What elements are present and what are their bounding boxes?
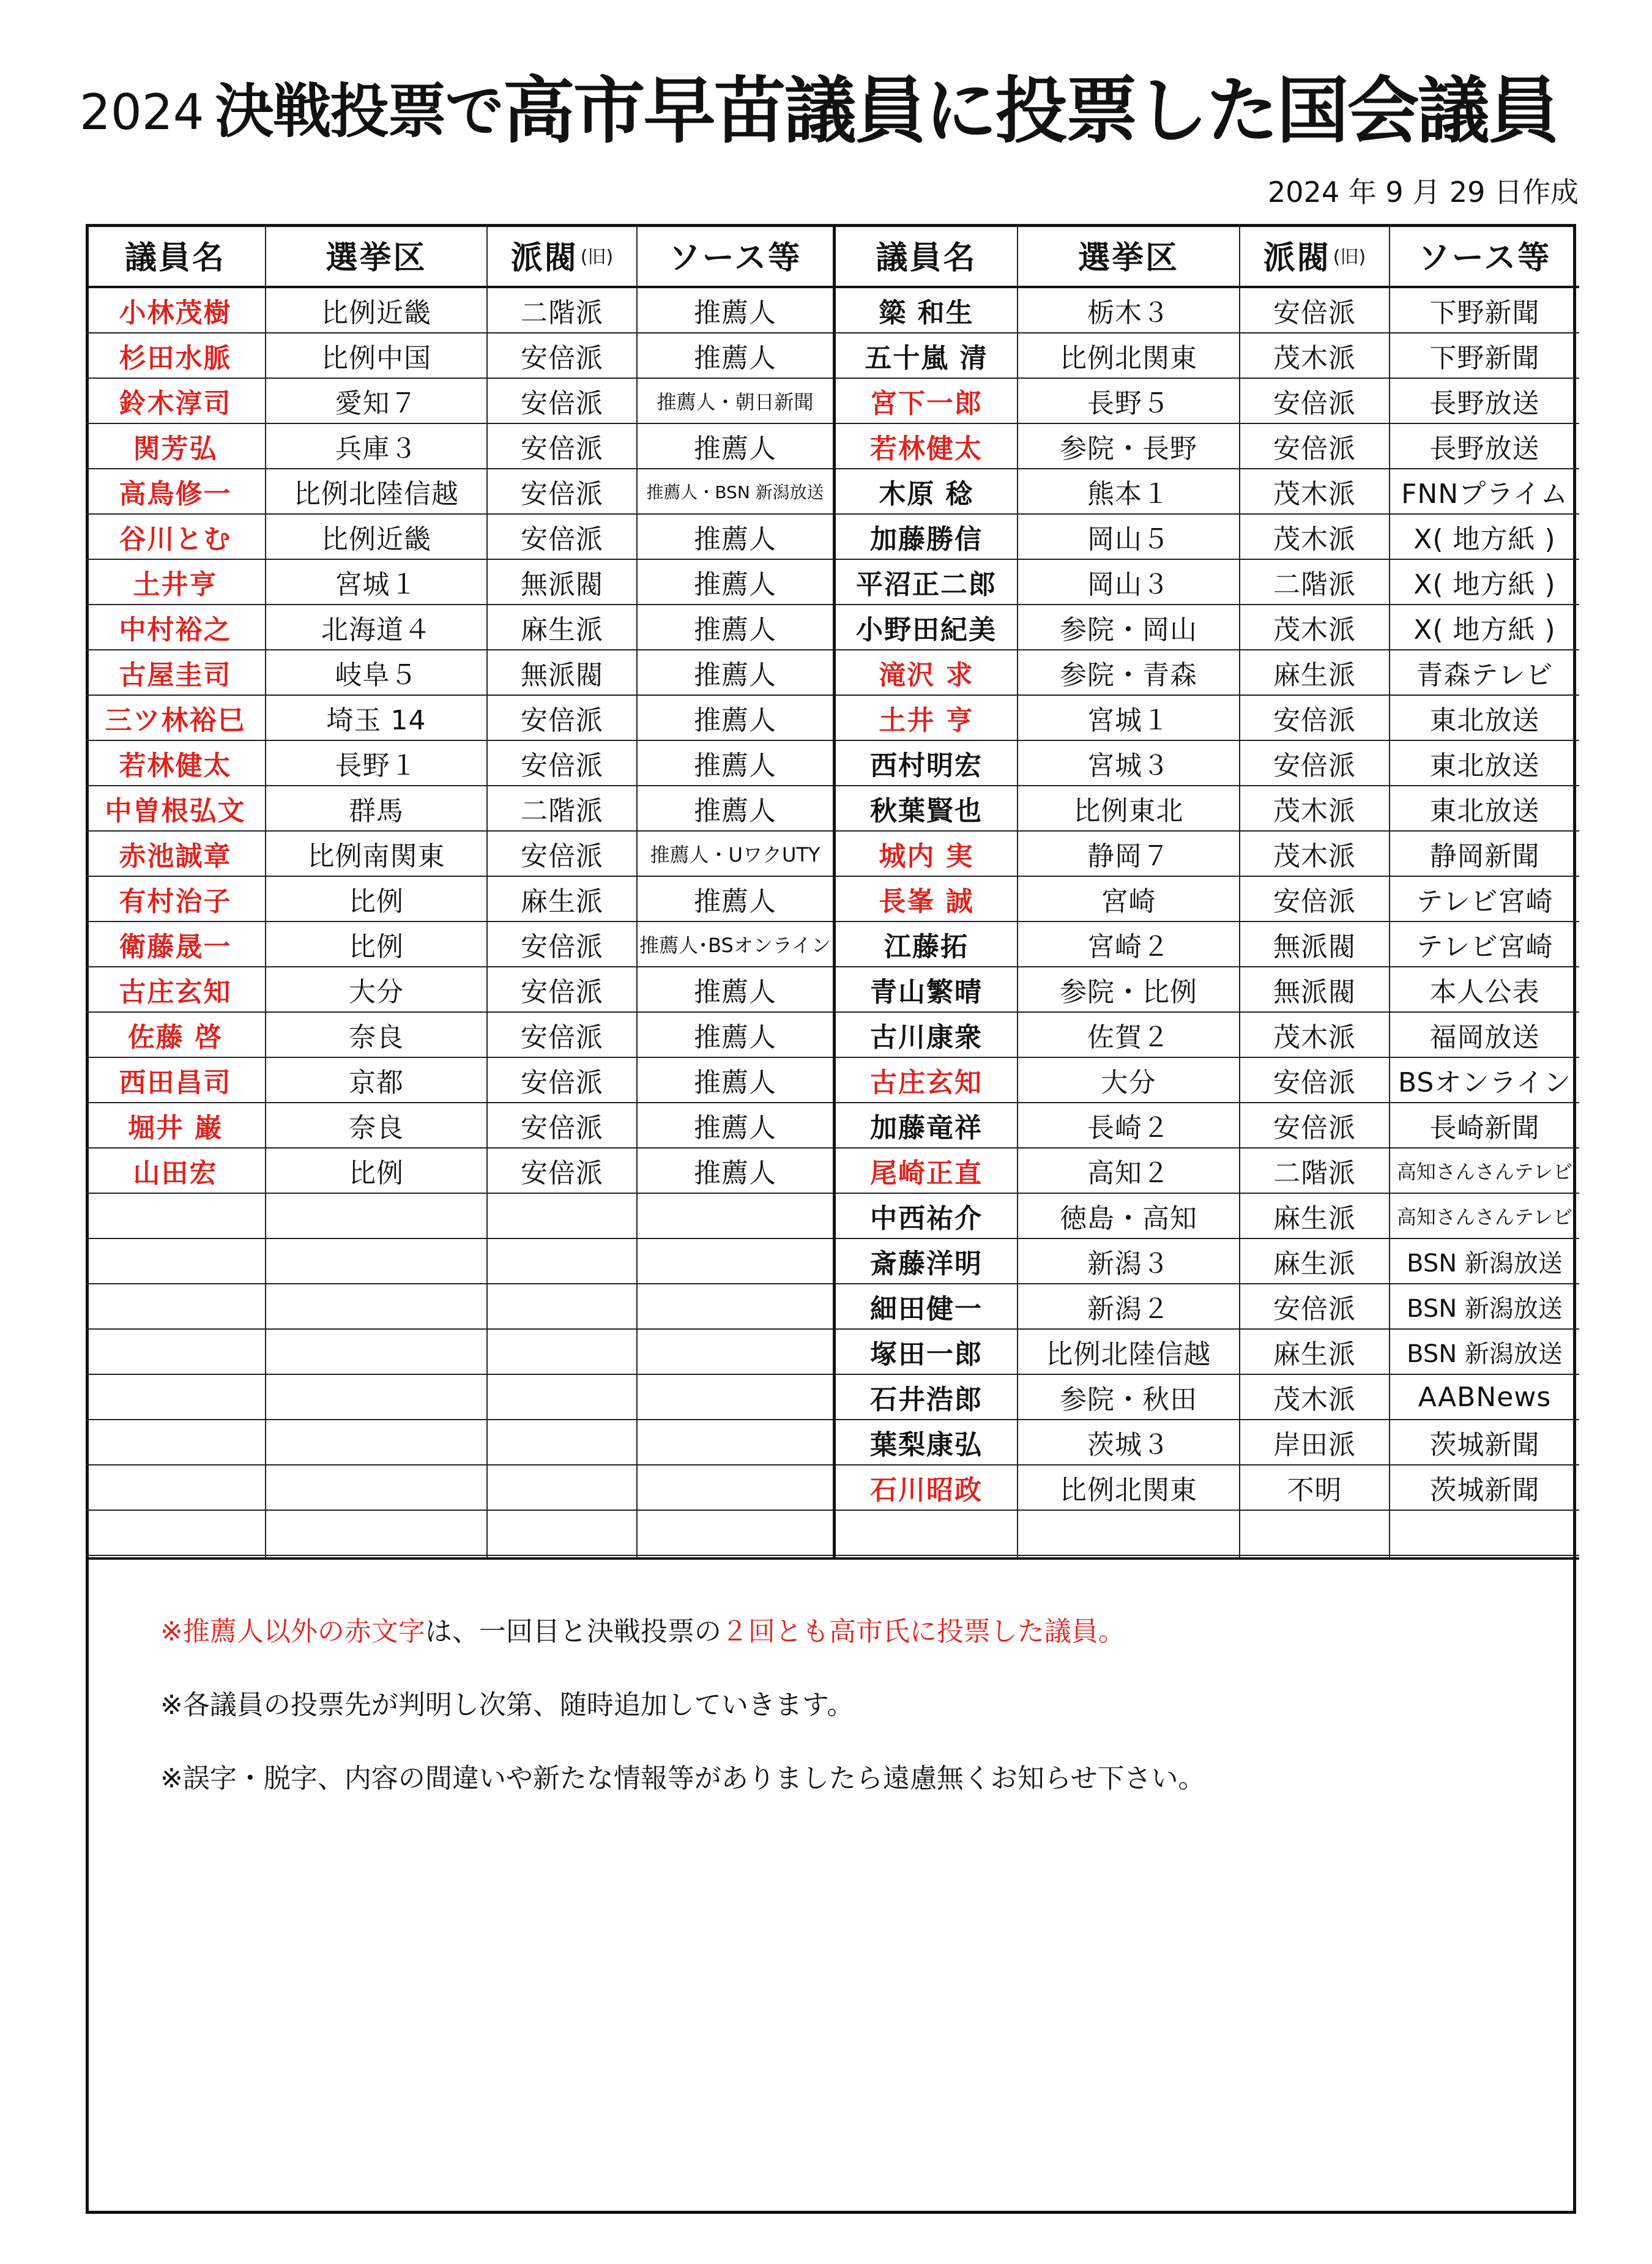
member-source: 推薦人: [638, 333, 833, 379]
empty-cell: [1240, 1511, 1390, 1556]
member-name: 長峯 誠: [836, 877, 1018, 922]
member-name: 杉田水脈: [86, 333, 266, 379]
member-name: 中曽根弘文: [86, 786, 266, 832]
member-name: 土井亨: [86, 560, 266, 605]
member-source: 静岡新聞: [1390, 832, 1579, 877]
member-name: 平沼正二郎: [836, 560, 1018, 605]
page-title: [80, 49, 1609, 153]
empty-cell: [638, 1239, 833, 1284]
member-district: 比例中国: [266, 333, 488, 379]
member-name: 滝沢 求: [836, 650, 1018, 696]
member-source: 推薦人: [638, 696, 833, 741]
member-district: 静岡７: [1018, 832, 1240, 877]
member-district: 参院・岡山: [1018, 605, 1240, 650]
member-name: 中村裕之: [86, 605, 266, 650]
member-district: 長野５: [1018, 379, 1240, 424]
note-corrections: ※誤字・脱字、内容の間違いや新たな情報等がありましたら遠慮無くお知らせ下さい。: [160, 1763, 1205, 1794]
member-source: 福岡放送: [1390, 1013, 1579, 1058]
member-source: 下野新聞: [1390, 288, 1579, 333]
member-name: 若林健太: [86, 741, 266, 786]
header-faction-note: (旧): [1333, 246, 1366, 268]
member-district: 比例北陸信越: [1018, 1330, 1240, 1375]
member-source: テレビ宮崎: [1390, 877, 1579, 922]
member-faction: 安倍派: [1240, 379, 1390, 424]
header-faction-note: (旧): [580, 246, 614, 268]
member-name: 赤池誠章: [86, 832, 266, 877]
empty-cell: [86, 1375, 266, 1420]
member-source: 推薦人: [638, 1013, 833, 1058]
member-faction: 安倍派: [488, 1058, 638, 1103]
table-bottom-rule: [1390, 1556, 1579, 1560]
member-faction: 安倍派: [488, 424, 638, 469]
member-district: 宮城３: [1018, 741, 1240, 786]
member-district: 宮崎２: [1018, 922, 1240, 967]
empty-cell: [86, 1420, 266, 1465]
member-faction: 茂木派: [1240, 605, 1390, 650]
header-faction-label: 派閥: [510, 240, 578, 277]
member-district: 参院・長野: [1018, 424, 1240, 469]
header-faction: [488, 224, 638, 288]
member-faction: 安倍派: [488, 832, 638, 877]
note-red-text: [160, 1609, 1537, 1648]
empty-cell: [488, 1420, 638, 1465]
member-name: 衛藤晟一: [86, 922, 266, 967]
empty-cell: [638, 1420, 833, 1465]
member-faction: 安倍派: [1240, 1284, 1390, 1330]
empty-cell: [638, 1194, 833, 1239]
member-source: X( 地方紙 ): [1390, 515, 1579, 560]
member-source: 推薦人: [638, 650, 833, 696]
member-faction: 麻生派: [1240, 1239, 1390, 1284]
empty-cell: [86, 1465, 266, 1511]
member-name: 葉梨康弘: [836, 1420, 1018, 1465]
member-district: 比例: [266, 1149, 488, 1194]
member-faction: 安倍派: [1240, 877, 1390, 922]
member-source: AABNews: [1390, 1375, 1579, 1420]
member-source: 推薦人: [638, 1058, 833, 1103]
member-faction: 岸田派: [1240, 1420, 1390, 1465]
member-district: 新潟２: [1018, 1284, 1240, 1330]
member-name: 古庄玄知: [836, 1058, 1018, 1103]
member-district: 兵庫３: [266, 424, 488, 469]
table-bottom-rule: [86, 1556, 266, 1560]
header-faction: [1240, 224, 1390, 288]
member-name: 小野田紀美: [836, 605, 1018, 650]
member-source: 東北放送: [1390, 741, 1579, 786]
member-source: 推薦人・UワクUTY: [638, 832, 833, 877]
empty-cell: [266, 1465, 488, 1511]
member-name: 青山繁晴: [836, 967, 1018, 1013]
empty-cell: [488, 1284, 638, 1330]
member-faction: 安倍派: [1240, 696, 1390, 741]
member-district: 徳島・高知: [1018, 1194, 1240, 1239]
empty-cell: [488, 1375, 638, 1420]
member-name: 有村治子: [86, 877, 266, 922]
table-bottom-rule: [836, 1556, 1018, 1560]
member-source: 長崎新聞: [1390, 1103, 1579, 1149]
member-source: BSN 新潟放送: [1390, 1330, 1579, 1375]
title-part2: 高市早苗議員に投票した国会議員: [502, 69, 1558, 153]
member-source: FNNプライム: [1390, 469, 1579, 515]
member-name: 石川昭政: [836, 1465, 1018, 1511]
empty-cell: [86, 1194, 266, 1239]
member-source: 推薦人: [638, 424, 833, 469]
member-faction: 茂木派: [1240, 1013, 1390, 1058]
member-district: 比例: [266, 922, 488, 967]
member-source: BSオンライン: [1390, 1058, 1579, 1103]
member-source: 高知さんさんテレビ: [1390, 1194, 1579, 1239]
right-table: [833, 224, 1576, 1560]
member-faction: 安倍派: [1240, 288, 1390, 333]
member-faction: 安倍派: [488, 1013, 638, 1058]
member-name: 西村明宏: [836, 741, 1018, 786]
member-name: 城内 実: [836, 832, 1018, 877]
note-black-a: は、一回目と決戦投票の: [425, 1616, 721, 1647]
member-faction: 麻生派: [488, 605, 638, 650]
member-district: 比例近畿: [266, 288, 488, 333]
member-district: 愛知７: [266, 379, 488, 424]
member-district: 参院・青森: [1018, 650, 1240, 696]
member-district: 茨城３: [1018, 1420, 1240, 1465]
empty-cell: [86, 1511, 266, 1556]
member-name: 石井浩郎: [836, 1375, 1018, 1420]
member-name: 高鳥修一: [86, 469, 266, 515]
member-name: 加藤勝信: [836, 515, 1018, 560]
member-faction: 安倍派: [488, 967, 638, 1013]
member-district: 京都: [266, 1058, 488, 1103]
member-name: 西田昌司: [86, 1058, 266, 1103]
empty-cell: [488, 1511, 638, 1556]
member-name: 小林茂樹: [86, 288, 266, 333]
member-name: 佐藤 啓: [86, 1013, 266, 1058]
member-name: 五十嵐 清: [836, 333, 1018, 379]
member-faction: 安倍派: [488, 515, 638, 560]
note-red-a: ※推薦人以外の赤文字: [160, 1616, 425, 1647]
member-district: 宮城１: [1018, 696, 1240, 741]
member-district: 佐賀２: [1018, 1013, 1240, 1058]
member-faction: 茂木派: [1240, 333, 1390, 379]
member-faction: 麻生派: [1240, 650, 1390, 696]
member-faction: 安倍派: [488, 1149, 638, 1194]
left-table: [86, 224, 833, 1560]
member-name: 加藤竜祥: [836, 1103, 1018, 1149]
member-name: 斎藤洋明: [836, 1239, 1018, 1284]
member-name: 山田宏: [86, 1149, 266, 1194]
member-faction: 茂木派: [1240, 469, 1390, 515]
member-faction: 麻生派: [488, 877, 638, 922]
member-district: 比例北関東: [1018, 333, 1240, 379]
member-source: 高知さんさんテレビ: [1390, 1149, 1579, 1194]
empty-cell: [266, 1511, 488, 1556]
member-district: 岡山５: [1018, 515, 1240, 560]
member-faction: 二階派: [488, 288, 638, 333]
member-source: 推薦人: [638, 741, 833, 786]
empty-cell: [488, 1194, 638, 1239]
title-year: 2024: [80, 84, 204, 141]
member-district: 岐阜５: [266, 650, 488, 696]
member-faction: 安倍派: [1240, 741, 1390, 786]
member-source: X( 地方紙 ): [1390, 605, 1579, 650]
member-faction: 安倍派: [488, 696, 638, 741]
member-faction: 無派閥: [1240, 922, 1390, 967]
member-district: 参院・比例: [1018, 967, 1240, 1013]
member-district: 比例東北: [1018, 786, 1240, 832]
member-source: 茨城新聞: [1390, 1465, 1579, 1511]
member-district: 群馬: [266, 786, 488, 832]
member-district: 大分: [1018, 1058, 1240, 1103]
member-name: 古川康衆: [836, 1013, 1018, 1058]
member-faction: 茂木派: [1240, 1375, 1390, 1420]
member-faction: 不明: [1240, 1465, 1390, 1511]
member-faction: 無派閥: [1240, 967, 1390, 1013]
member-source: 長野放送: [1390, 424, 1579, 469]
member-name: 土井 亨: [836, 696, 1018, 741]
empty-cell: [488, 1330, 638, 1375]
member-district: 長崎２: [1018, 1103, 1240, 1149]
member-name: 中西祐介: [836, 1194, 1018, 1239]
member-faction: 安倍派: [488, 379, 638, 424]
member-name: 若林健太: [836, 424, 1018, 469]
member-faction: 二階派: [488, 786, 638, 832]
member-district: 栃木３: [1018, 288, 1240, 333]
empty-cell: [638, 1375, 833, 1420]
member-source: 推薦人: [638, 560, 833, 605]
member-name: 簗 和生: [836, 288, 1018, 333]
member-district: 比例南関東: [266, 832, 488, 877]
member-source: 推薦人: [638, 1149, 833, 1194]
member-district: 比例近畿: [266, 515, 488, 560]
member-district: 宮崎: [1018, 877, 1240, 922]
member-district: 比例: [266, 877, 488, 922]
member-name: 秋葉賢也: [836, 786, 1018, 832]
empty-cell: [86, 1284, 266, 1330]
member-source: 推薦人: [638, 605, 833, 650]
member-name: 尾崎正直: [836, 1149, 1018, 1194]
member-district: 奈良: [266, 1103, 488, 1149]
table-bottom-rule: [1018, 1556, 1240, 1560]
member-source: 推薦人・朝日新聞: [638, 379, 833, 424]
table-bottom-rule: [488, 1556, 638, 1560]
member-faction: 麻生派: [1240, 1330, 1390, 1375]
empty-cell: [488, 1239, 638, 1284]
empty-cell: [638, 1330, 833, 1375]
empty-cell: [266, 1375, 488, 1420]
member-name: 塚田一郎: [836, 1330, 1018, 1375]
member-source: 推薦人: [638, 786, 833, 832]
member-district: 参院・秋田: [1018, 1375, 1240, 1420]
member-faction: 安倍派: [488, 1103, 638, 1149]
member-source: 推薦人・BSN 新潟放送: [638, 469, 833, 515]
member-faction: 茂木派: [1240, 832, 1390, 877]
member-source: 推薦人: [638, 877, 833, 922]
member-faction: 安倍派: [1240, 1103, 1390, 1149]
member-district: 比例北関東: [1018, 1465, 1240, 1511]
member-source: 長野放送: [1390, 379, 1579, 424]
member-faction: 無派閥: [488, 650, 638, 696]
empty-cell: [266, 1420, 488, 1465]
member-name: 古屋圭司: [86, 650, 266, 696]
empty-cell: [266, 1194, 488, 1239]
note-update: ※各議員の投票先が判明し次第、随時追加していきます。: [160, 1689, 854, 1721]
member-name: 三ツ林裕巳: [86, 696, 266, 741]
member-district: 新潟３: [1018, 1239, 1240, 1284]
member-source: 推薦人: [638, 967, 833, 1013]
member-source: 東北放送: [1390, 786, 1579, 832]
empty-cell: [266, 1284, 488, 1330]
member-source: 本人公表: [1390, 967, 1579, 1013]
member-faction: 麻生派: [1240, 1194, 1390, 1239]
member-faction: 安倍派: [488, 469, 638, 515]
table-bottom-rule: [638, 1556, 833, 1560]
notes: [160, 1609, 1537, 1830]
header-district: 選挙区: [266, 224, 488, 288]
member-district: 宮城１: [266, 560, 488, 605]
member-faction: 安倍派: [488, 922, 638, 967]
member-source: 推薦人: [638, 288, 833, 333]
title-part1: 決戦投票で: [215, 77, 503, 146]
member-source: 推薦人･BSオンライン: [638, 922, 833, 967]
table-bottom-rule: [266, 1556, 488, 1560]
member-district: 比例北陸信越: [266, 469, 488, 515]
empty-cell: [836, 1511, 1018, 1556]
header-faction-label: 派閥: [1263, 240, 1331, 277]
empty-cell: [266, 1239, 488, 1284]
created-date: 2024 年 9 月 29 日作成: [1268, 176, 1579, 209]
member-source: 茨城新聞: [1390, 1420, 1579, 1465]
member-faction: 二階派: [1240, 1149, 1390, 1194]
header-district: 選挙区: [1018, 224, 1240, 288]
header-source: ソース等: [1390, 224, 1579, 288]
member-district: 岡山３: [1018, 560, 1240, 605]
member-faction: 茂木派: [1240, 786, 1390, 832]
member-district: 長野１: [266, 741, 488, 786]
member-faction: 安倍派: [1240, 424, 1390, 469]
member-name: 鈴木淳司: [86, 379, 266, 424]
member-faction: 茂木派: [1240, 515, 1390, 560]
empty-cell: [266, 1330, 488, 1375]
member-district: 埼玉 14: [266, 696, 488, 741]
empty-cell: [86, 1330, 266, 1375]
member-name: 谷川とむ: [86, 515, 266, 560]
member-district: 大分: [266, 967, 488, 1013]
header-name: 議員名: [836, 224, 1018, 288]
empty-cell: [1018, 1511, 1240, 1556]
member-source: 東北放送: [1390, 696, 1579, 741]
member-district: 熊本１: [1018, 469, 1240, 515]
member-faction: 無派閥: [488, 560, 638, 605]
member-district: 高知２: [1018, 1149, 1240, 1194]
member-name: 宮下一郎: [836, 379, 1018, 424]
member-faction: 二階派: [1240, 560, 1390, 605]
member-faction: 安倍派: [488, 333, 638, 379]
member-source: 青森テレビ: [1390, 650, 1579, 696]
empty-cell: [638, 1284, 833, 1330]
member-source: テレビ宮崎: [1390, 922, 1579, 967]
header-name: 議員名: [86, 224, 266, 288]
member-name: 古庄玄知: [86, 967, 266, 1013]
member-source: BSN 新潟放送: [1390, 1284, 1579, 1330]
member-source: 下野新聞: [1390, 333, 1579, 379]
member-name: 江藤拓: [836, 922, 1018, 967]
empty-cell: [86, 1239, 266, 1284]
member-source: 推薦人: [638, 515, 833, 560]
member-district: 北海道４: [266, 605, 488, 650]
member-source: BSN 新潟放送: [1390, 1239, 1579, 1284]
note-red-b: ２回とも高市氏に投票した議員。: [721, 1616, 1125, 1647]
empty-cell: [638, 1465, 833, 1511]
member-faction: 安倍派: [1240, 1058, 1390, 1103]
member-name: 細田健一: [836, 1284, 1018, 1330]
member-name: 木原 稔: [836, 469, 1018, 515]
table-bottom-rule: [1240, 1556, 1390, 1560]
member-name: 関芳弘: [86, 424, 266, 469]
header-source: ソース等: [638, 224, 833, 288]
member-name: 堀井 巌: [86, 1103, 266, 1149]
empty-cell: [488, 1465, 638, 1511]
member-source: 推薦人: [638, 1103, 833, 1149]
member-district: 奈良: [266, 1013, 488, 1058]
empty-cell: [1390, 1511, 1579, 1556]
empty-cell: [638, 1511, 833, 1556]
member-faction: 安倍派: [488, 741, 638, 786]
member-source: X( 地方紙 ): [1390, 560, 1579, 605]
